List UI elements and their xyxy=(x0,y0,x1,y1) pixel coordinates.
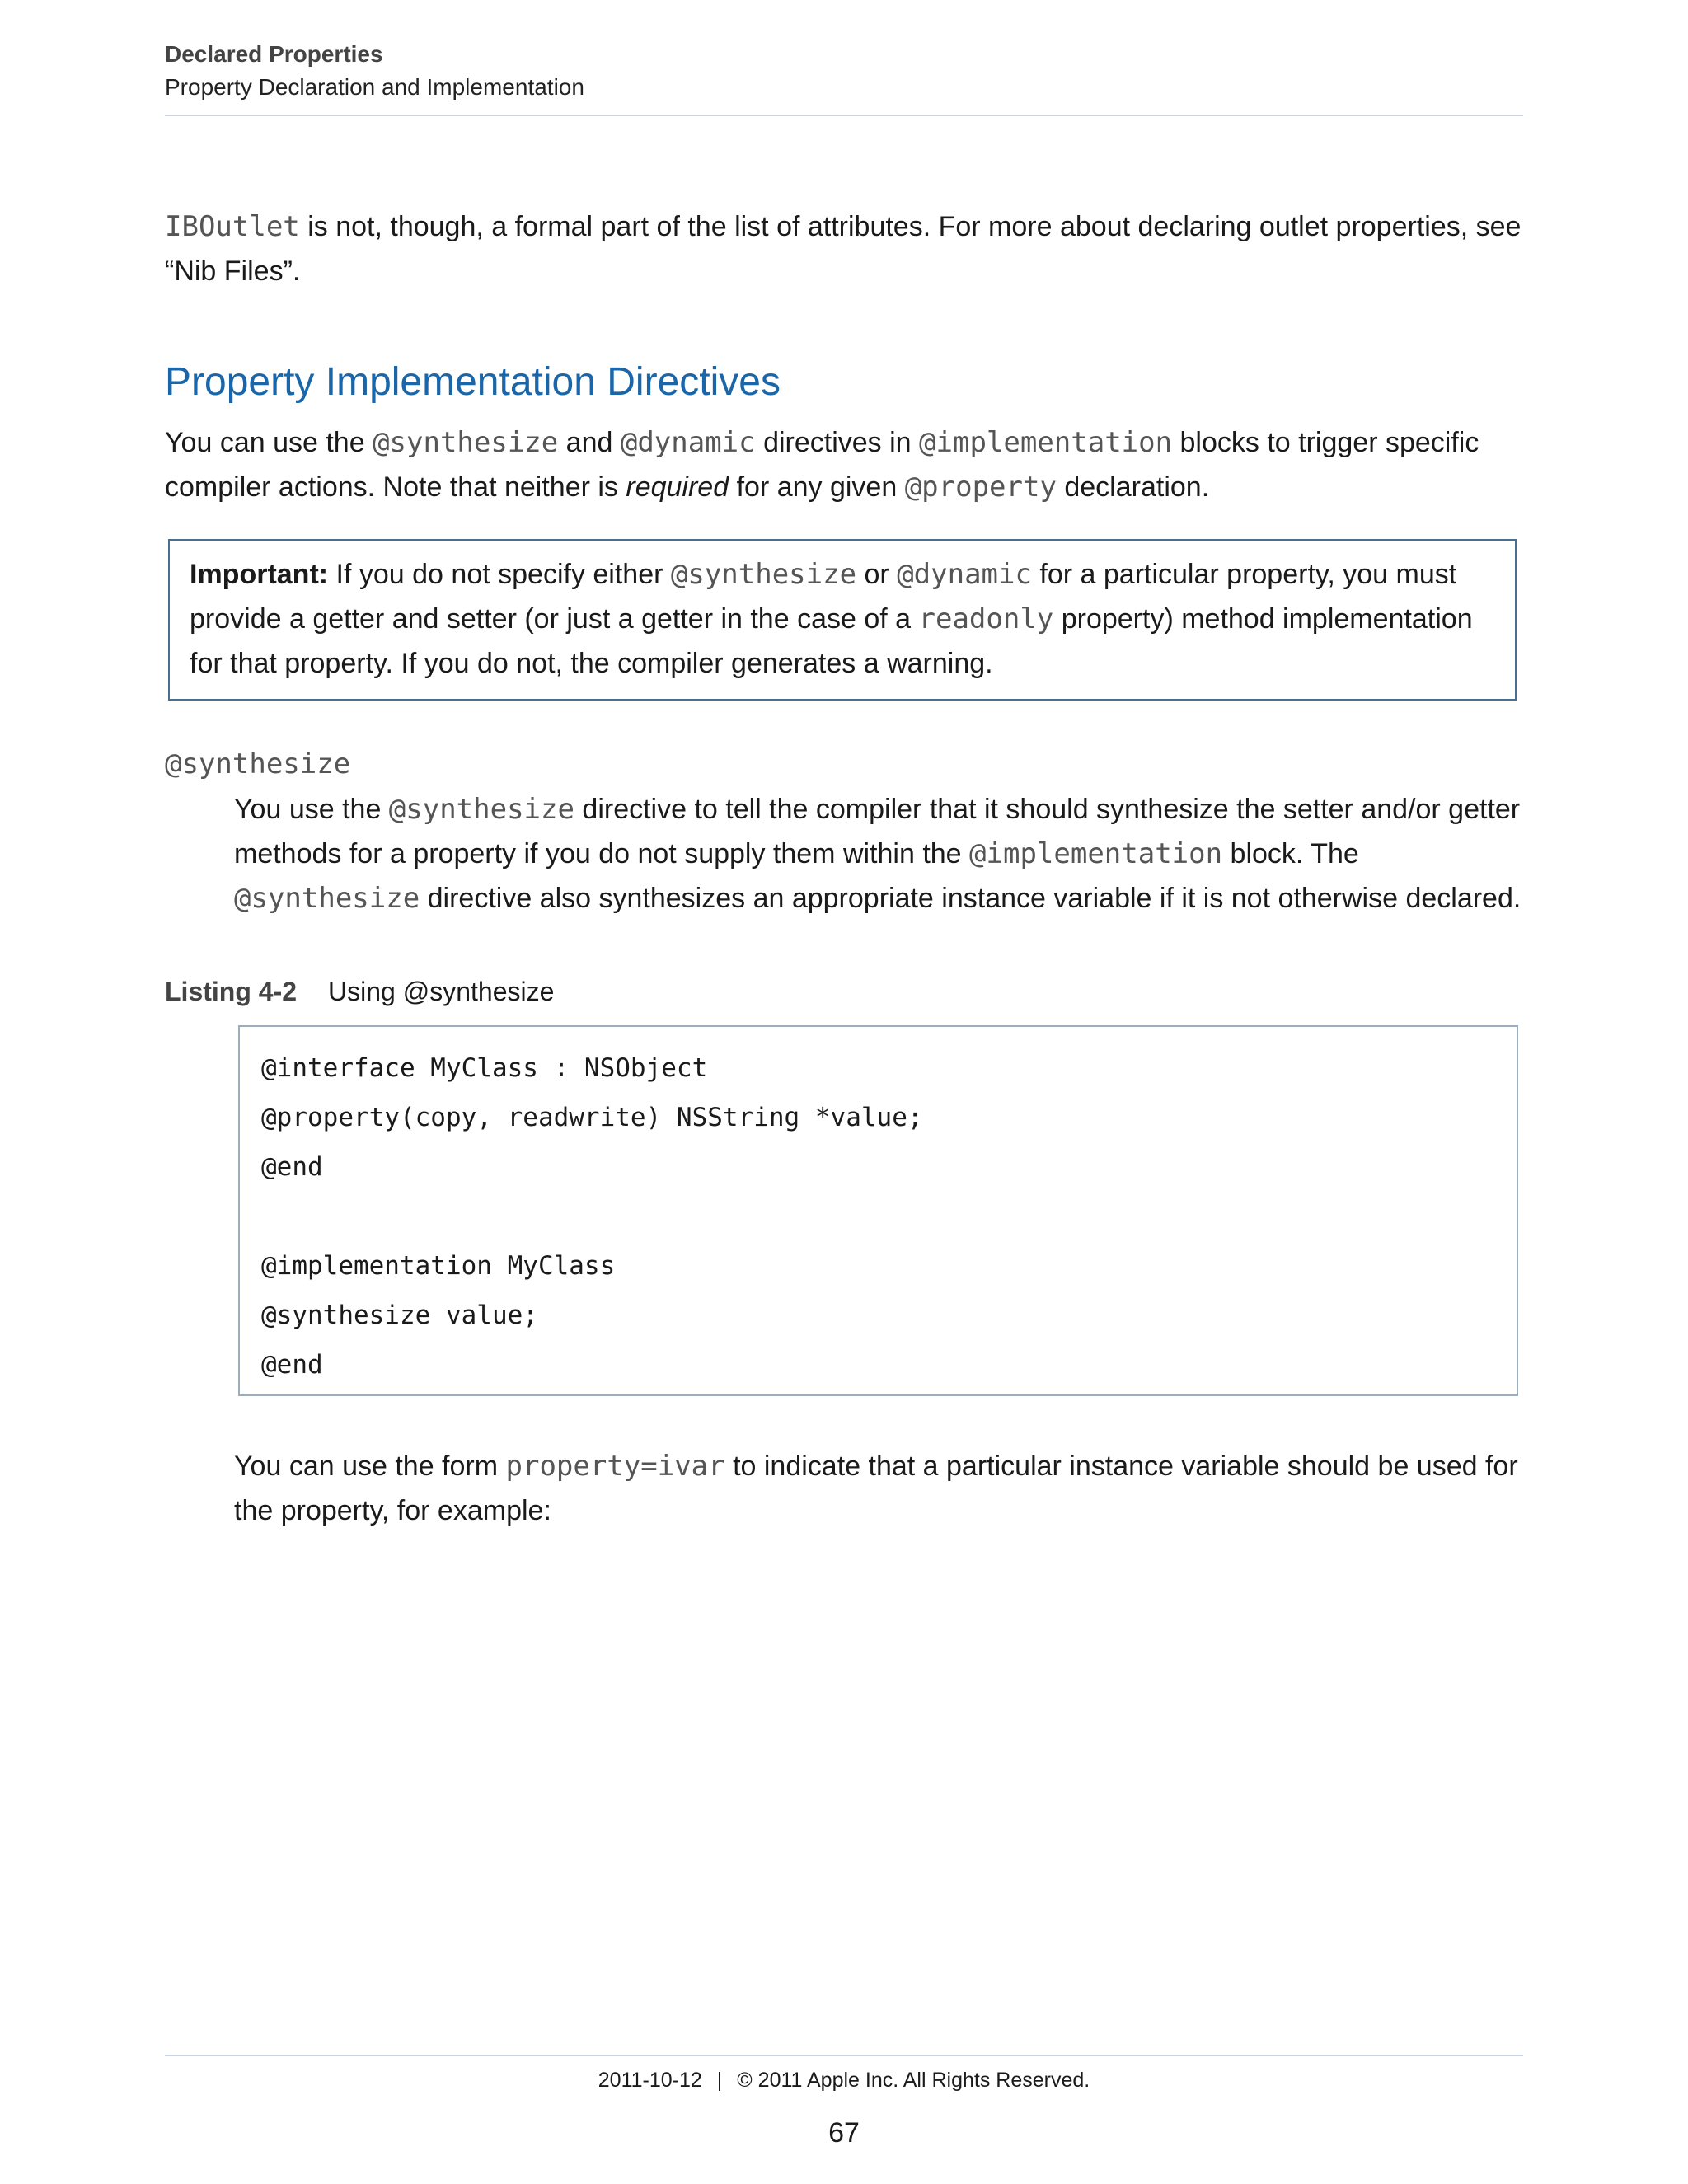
callout-text: or xyxy=(856,559,898,590)
paragraph-text: to indicate that a particular instance variable should be used for the property, for example: xyxy=(234,1451,1518,1526)
header-divider xyxy=(165,115,1523,116)
inline-code: @property xyxy=(904,471,1057,504)
footer xyxy=(0,2065,1688,2095)
callout-text: If you do not specify either xyxy=(328,559,671,590)
code-line: @end xyxy=(261,1152,323,1182)
inline-code: @synthesize xyxy=(373,426,559,459)
code-line: @end xyxy=(261,1350,323,1380)
intro-paragraph xyxy=(165,204,1525,293)
page-number: 67 xyxy=(828,2117,860,2149)
inline-code: @synthesize xyxy=(234,882,420,915)
paragraph-text: You can use the xyxy=(165,427,373,458)
important-label: Important: xyxy=(190,559,329,590)
listing-title: Using @synthesize xyxy=(328,977,555,1006)
inline-code: @synthesize xyxy=(670,558,857,591)
code-line: @property(copy, readwrite) NSString *value; xyxy=(261,1103,923,1132)
code-line: @synthesize value; xyxy=(261,1301,538,1330)
definition-text: You use the xyxy=(234,794,389,825)
chapter-title: Declared Properties xyxy=(165,41,383,67)
code-line-blank xyxy=(261,1192,1495,1241)
definition-term: @synthesize xyxy=(165,748,351,780)
footer-divider xyxy=(165,2055,1523,2056)
inline-code: @synthesize xyxy=(388,793,574,826)
code-line: @implementation MyClass xyxy=(261,1251,616,1281)
inline-code: @implementation xyxy=(919,426,1173,459)
definition-text: directive also synthesizes an appropriate instance variable if it is not otherwise declared. xyxy=(420,883,1522,914)
inline-code: IBOutlet xyxy=(165,210,300,243)
definition-text: directive to tell the compiler that it should synthesize the setter and/or getter methods for a property if you do not supply them within the xyxy=(234,794,1521,869)
paragraph-text: declaration. xyxy=(1056,471,1210,503)
inline-code: readonly xyxy=(918,602,1054,635)
paragraph-text: for any given xyxy=(729,471,905,503)
section-heading: Property Implementation Directives xyxy=(165,360,781,404)
footer-copyright: © 2011 Apple Inc. All Rights Reserved. xyxy=(737,2069,1090,2092)
paragraph-text: and xyxy=(558,427,621,458)
section-title: Property Declaration and Implementation xyxy=(165,74,584,100)
directives-paragraph xyxy=(165,420,1525,509)
important-callout xyxy=(168,539,1517,701)
inline-code: @dynamic xyxy=(897,558,1032,591)
code-listing xyxy=(238,1025,1518,1396)
definition-text: block. The xyxy=(1222,838,1359,869)
after-listing-paragraph xyxy=(234,1444,1525,1533)
inline-code: @implementation xyxy=(969,837,1223,870)
definition-body xyxy=(234,787,1525,921)
paragraph-text: directives in xyxy=(755,427,920,458)
inline-code: @dynamic xyxy=(620,426,756,459)
paragraph-text: blocks to trigger specific compiler actions. Note that neither is xyxy=(165,427,1479,503)
running-header xyxy=(165,38,1523,104)
callout-text: property) method implementation for that property. If you do not, the compiler generates a warning. xyxy=(190,603,1473,679)
inline-code: property=ivar xyxy=(505,1450,725,1483)
paragraph-text: is not, though, a formal part of the list of attributes. For more about declaring outlet properties, see “Nib Files”. xyxy=(165,211,1522,287)
footer-separator: | xyxy=(716,2069,723,2092)
paragraph-text: You can use the form xyxy=(234,1451,506,1482)
listing-caption xyxy=(165,969,554,1014)
callout-text: for a particular property, you must provide a getter and setter (or just a getter in the case of a xyxy=(190,559,1457,635)
listing-label: Listing 4-2 xyxy=(165,977,298,1006)
footer-date: 2011-10-12 xyxy=(598,2069,702,2092)
emphasis-text: required xyxy=(626,471,729,503)
code-line: @interface MyClass : NSObject xyxy=(261,1053,708,1083)
